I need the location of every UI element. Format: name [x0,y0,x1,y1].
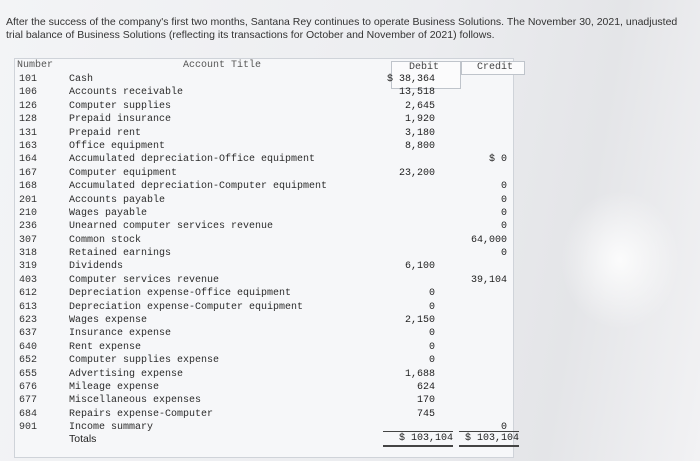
credit-amount: 0 [500,181,507,193]
account-number: 106 [19,87,38,99]
table-row [15,261,513,274]
account-number: 655 [19,368,38,380]
debit-amount: 1,920 [404,114,435,126]
table-row [15,248,513,261]
account-title: Insurance expense [69,328,172,340]
debit-amount: 0 [428,341,435,353]
account-number: 676 [19,381,38,393]
account-number: 126 [19,100,38,112]
table-row [15,369,513,382]
debit-amount: 170 [416,395,435,407]
account-number: 101 [19,74,38,85]
account-title: Office equipment [69,140,166,152]
account-title: Common stock [69,234,142,246]
account-number: 164 [19,154,38,166]
account-title: Computer equipment [69,167,178,179]
account-title: Retained earnings [69,248,172,260]
account-number: 167 [19,167,38,179]
credit-amount: 39,104 [470,274,507,286]
credit-amount: 0 [500,422,507,434]
table-row [15,154,513,167]
debit-amount: 3,180 [404,127,435,139]
table-row [15,382,513,395]
account-title: Unearned computer services revenue [69,221,274,233]
table-row [15,74,513,87]
table-row [15,114,513,127]
account-number: 318 [19,248,38,260]
debit-amount: 13,518 [398,87,435,99]
debit-amount: 624 [416,381,435,393]
account-title: Accounts receivable [69,87,184,99]
account-title: Wages payable [69,207,148,219]
debit-amount: 2,645 [404,100,435,112]
account-number: 307 [19,234,38,246]
account-title: Accounts payable [69,194,166,206]
account-number: 901 [19,422,38,434]
table-body [15,74,513,436]
credit-amount: 0 [500,248,507,260]
totals-debit: $ 103,104 [383,431,453,447]
table-row [15,342,513,355]
account-title: Accumulated depreciation-Computer equipment [69,181,328,193]
credit-column-header: Credit [477,62,514,73]
account-number: 652 [19,355,38,367]
table-row [15,87,513,100]
account-title-column-header: Account Title [183,60,262,71]
debit-amount: 0 [428,301,435,313]
account-number: 637 [19,328,38,340]
account-number: 236 [19,221,38,233]
account-title: Computer services revenue [69,274,220,286]
account-title: Prepaid rent [69,127,142,139]
credit-amount: 0 [500,207,507,219]
account-number: 168 [19,181,38,193]
table-row [15,168,513,181]
account-number: 163 [19,140,38,152]
table-row [15,288,513,301]
account-title: Computer supplies expense [69,355,220,367]
account-title: Accumulated depreciation-Office equipment [69,154,316,166]
table-row [15,181,513,194]
credit-amount: 0 [500,194,507,206]
account-title: Dividends [69,261,124,273]
totals-label: Totals [69,433,97,445]
table-row [15,395,513,408]
account-title: Income summary [69,422,154,434]
debit-amount: 0 [428,355,435,367]
totals-credit: $ 103,104 [459,431,519,447]
totals-row [15,429,519,447]
account-title: Computer supplies [69,100,172,112]
intro-paragraph: After the success of the company's first two months, Santana Rey continues to operate Business Solutions. The November 30, 2021, unadjusted trial balance of Business Solutions (reflecting its transactions for October and November of 2021) follows. [6,16,678,41]
credit-amount: $ 0 [488,154,507,166]
trial-balance-table [14,58,519,458]
photo-glare [560,190,680,330]
table-row [15,235,513,248]
account-number: 201 [19,194,38,206]
table-row [15,328,513,341]
table-row [15,221,513,234]
account-title: Prepaid insurance [69,114,172,126]
account-number: 613 [19,301,38,313]
account-title: Rent expense [69,341,142,353]
table-row [15,409,513,422]
account-number: 128 [19,114,38,126]
account-title: Depreciation expense-Computer equipment [69,301,304,313]
account-title: Repairs expense-Computer [69,408,214,420]
debit-amount: 2,150 [404,315,435,327]
account-number: 623 [19,315,38,327]
account-title: Advertising expense [69,368,184,380]
table-row [15,355,513,368]
table-row [15,128,513,141]
credit-amount: 0 [500,221,507,233]
account-title: Cash [69,74,94,85]
account-number: 640 [19,341,38,353]
debit-amount: 0 [428,288,435,300]
debit-amount: 0 [428,328,435,340]
table-row [15,208,513,221]
account-number: 612 [19,288,38,300]
account-number: 210 [19,207,38,219]
table-row [15,101,513,114]
account-number: 684 [19,408,38,420]
debit-amount: 23,200 [398,167,435,179]
table-row [15,275,513,288]
credit-amount: 64,000 [470,234,507,246]
number-column-header: Number [17,60,54,71]
debit-amount: 1,688 [404,368,435,380]
account-number: 319 [19,261,38,273]
debit-amount: 6,100 [404,261,435,273]
debit-amount: 745 [416,408,435,420]
table-row [15,315,513,328]
table-row [15,302,513,315]
debit-column-header: Debit [409,62,440,73]
table-row [15,141,513,154]
account-title: Wages expense [69,315,148,327]
account-title: Mileage expense [69,381,160,393]
account-number: 131 [19,127,38,139]
account-number: 677 [19,395,38,407]
debit-amount: 8,800 [404,140,435,152]
account-title: Depreciation expense-Office equipment [69,288,292,300]
account-number: 403 [19,274,38,286]
table-row [15,195,513,208]
debit-amount: $ 38,364 [386,74,435,85]
account-title: Miscellaneous expenses [69,395,202,407]
